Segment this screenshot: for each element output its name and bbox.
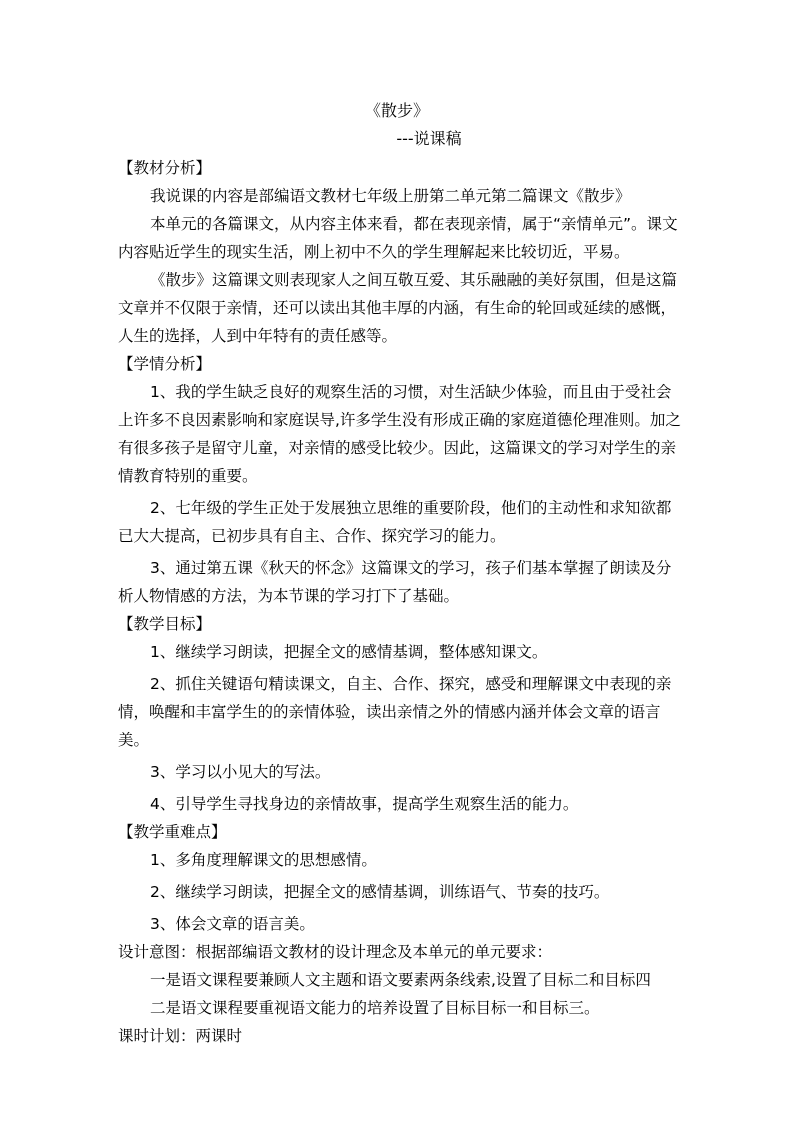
section-heading-textbook-analysis: 【教材分析】 bbox=[118, 159, 212, 177]
paragraph: 2、继续学习朗读，把握全文的感情基调，训练语气、节奏的技巧。 bbox=[150, 883, 610, 901]
section-heading-teaching-goals: 【教学目标】 bbox=[118, 615, 212, 633]
paragraph: 3、学习以小见大的写法。 bbox=[150, 763, 331, 781]
paragraph: 2、抓住关键语句精读课文，自主、合作、探究，感受和理解课文中表现的亲情，唤醒和丰富学生的的亲情体验，读出亲情之外的情感内涵并体会文章的语言美。 bbox=[118, 675, 672, 749]
paragraph: 4、引导学生寻找身边的亲情故事，提高学生观察生活的能力。 bbox=[150, 795, 579, 813]
paragraph: 我说课的内容是部编语文教材七年级上册第二单元第二篇课文《散步》 bbox=[150, 187, 631, 205]
paragraph: 1、多角度理解课文的思想感情。 bbox=[150, 851, 377, 869]
document-title: 《散步》 bbox=[364, 101, 429, 120]
design-intent-intro: 设计意图：根据部编语文教材的设计理念及本单元的单元要求： bbox=[118, 943, 553, 961]
paragraph: 2、七年级的学生正处于发展独立思维的重要阶段，他们的主动性和求知欲都已大大提高，已初步具有自主、合作、探究学习的能力。 bbox=[118, 499, 672, 545]
paragraph: 3、体会文章的语言美。 bbox=[150, 915, 315, 933]
document-subtitle: ---说课稿 bbox=[396, 129, 462, 148]
section-heading-key-points: 【教学重难点】 bbox=[118, 823, 227, 841]
paragraph: 一是语文课程要兼顾人文主题和语文要素两条线索,设置了目标二和目标四 bbox=[150, 971, 651, 989]
paragraph: 1、我的学生缺乏良好的观察生活的习惯，对生活缺少体验，而且由于受社会上许多不良因素影响和家庭误导,许多学生没有形成正确的家庭道德伦理准则。加之有很多孩子是留守儿童，对亲情的感受比较少。因此，这篇课文的学习对学生的亲情教育特别的重要。 bbox=[118, 383, 681, 485]
section-heading-student-analysis: 【学情分析】 bbox=[118, 355, 212, 373]
paragraph: 本单元的各篇课文，从内容主体来看，都在表现亲情，属于“亲情单元”。课文内容贴近学生的现实生活，刚上初中不久的学生理解起来比较切近，平易。 bbox=[118, 215, 678, 261]
lesson-plan-hours: 课时计划：两课时 bbox=[118, 1027, 243, 1045]
paragraph: 《散步》这篇课文则表现家人之间互敬互爱、其乐融融的美好氛围，但是这篇文章并不仅限于亲情，还可以读出其他丰厚的内涵，有生命的轮回或延续的感慨，人生的选择，人到中年特有的责任感等。 bbox=[118, 271, 678, 345]
paragraph: 3、通过第五课《秋天的怀念》这篇课文的学习，孩子们基本掌握了朗读及分析人物情感的方法，为本节课的学习打下了基础。 bbox=[118, 559, 672, 605]
paragraph: 1、继续学习朗读，把握全文的感情基调，整体感知课文。 bbox=[150, 643, 548, 661]
paragraph: 二是语文课程要重视语文能力的培养设置了目标目标一和目标三。 bbox=[150, 999, 600, 1017]
document-body bbox=[118, 154, 682, 1050]
